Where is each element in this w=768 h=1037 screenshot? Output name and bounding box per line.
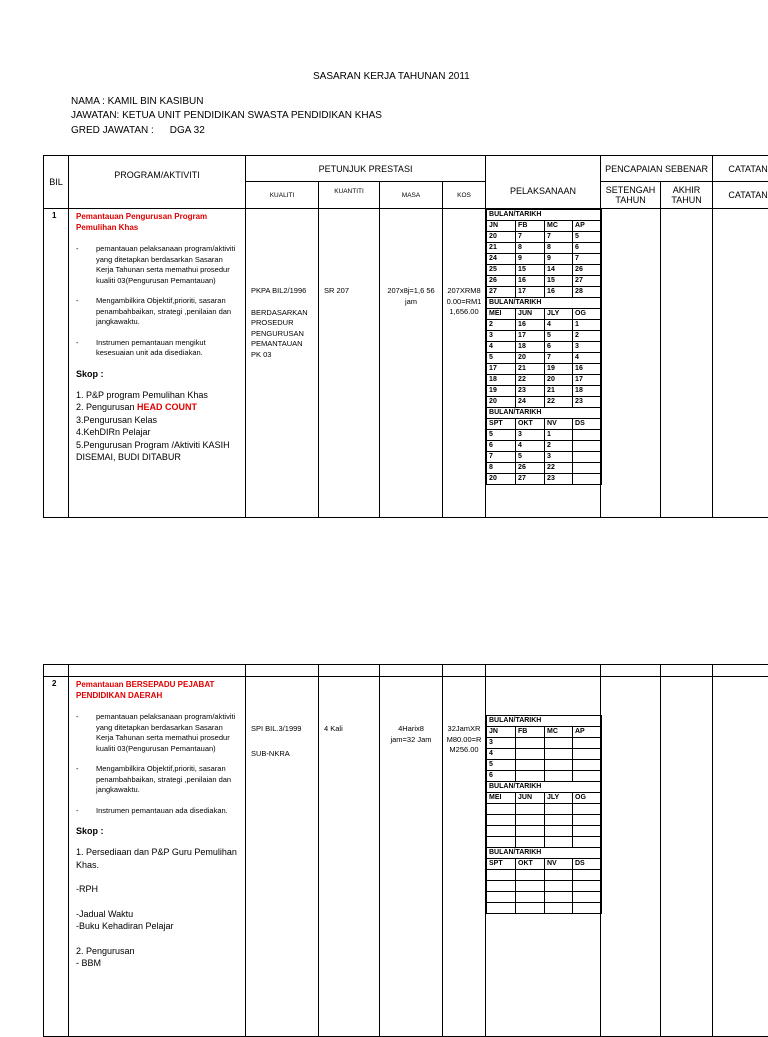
month-header: JLY <box>545 793 573 804</box>
date-cell <box>516 771 545 782</box>
month-header: JLY <box>545 309 573 320</box>
date-cell: 21 <box>545 386 573 397</box>
date-cell: 24 <box>516 397 545 408</box>
date-cell <box>516 804 545 815</box>
date-cell <box>487 903 516 914</box>
month-header: MC <box>545 221 573 232</box>
gred-line <box>71 125 205 136</box>
date-cell: 27 <box>516 474 545 485</box>
kualiti-desc: BERDASARKAN PROSEDUR PENGURUSAN PEMANTAUAN PK 03 <box>246 308 318 361</box>
date-cell: 5 <box>487 353 516 364</box>
kuantiti-value: SR 207 <box>319 286 379 297</box>
date-cell: 4 <box>487 342 516 353</box>
kuantiti-value: 4 Kali <box>319 724 379 735</box>
date-cell: 26 <box>516 463 545 474</box>
date-cell <box>516 826 545 837</box>
masa-value: 4Harix8 jam=32 Jam <box>380 724 442 745</box>
month-header: JUN <box>516 309 545 320</box>
date-cell: 16 <box>516 276 545 287</box>
date-cell <box>573 474 602 485</box>
date-cell <box>573 881 602 892</box>
kos-value: 207XRM8 0.00=RM1 1,656.00 <box>443 286 485 318</box>
program-cell <box>69 209 246 518</box>
date-cell <box>516 837 545 848</box>
date-cell <box>545 760 573 771</box>
date-cell: 1 <box>545 430 573 441</box>
month-header: NV <box>545 859 573 870</box>
date-cell <box>573 760 602 771</box>
month-header: OKT <box>516 859 545 870</box>
gred-value: DGA 32 <box>170 125 205 136</box>
program-title: Pemantauan BERSEPADU PEJABAT PENDIDIKAN DAERAH <box>73 679 239 701</box>
header-setengah-tahun: SETENGAH TAHUN <box>601 182 661 209</box>
month-header: JN <box>487 221 516 232</box>
date-cell: 20 <box>487 232 516 243</box>
date-cell <box>516 892 545 903</box>
date-cell: 6 <box>487 771 516 782</box>
date-cell: 5 <box>573 232 602 243</box>
date-cell: 20 <box>545 375 573 386</box>
date-cell: 3 <box>545 452 573 463</box>
header-pencapaian: PENCAPAIAN SEBENAR <box>601 156 713 182</box>
date-cell <box>573 749 602 760</box>
date-cell <box>545 738 573 749</box>
bulan-tarikh-label: BULAN/TARIKH <box>487 848 602 859</box>
date-cell <box>573 430 602 441</box>
gred-label: GRED JAWATAN : <box>71 125 154 136</box>
pelaksanaan-table <box>486 209 602 485</box>
date-cell <box>545 903 573 914</box>
skt-table-2 <box>43 664 768 1037</box>
month-header: DS <box>573 859 602 870</box>
month-header: JUN <box>516 793 545 804</box>
program-bullet: - pemantauan pelaksanaan program/aktiviti yang ditetapkan berdasarkan Sasaran Kerja Tahunan serta memathui prosedur kualiti 03(Pengurusan Pemantauan) <box>73 244 239 286</box>
jawatan-line: JAWATAN: KETUA UNIT PENDIDIKAN SWASTA PENDIDIKAN KHAS <box>71 110 382 121</box>
date-cell: 2 <box>487 320 516 331</box>
date-cell <box>545 881 573 892</box>
setengah-tahun-cell <box>601 677 661 1037</box>
date-cell: 17 <box>516 331 545 342</box>
date-cell: 23 <box>516 386 545 397</box>
skop-item: - BBM <box>73 957 239 970</box>
date-cell: 9 <box>545 254 573 265</box>
month-header: MEI <box>487 793 516 804</box>
date-cell <box>573 771 602 782</box>
date-cell <box>545 804 573 815</box>
date-cell: 5 <box>516 452 545 463</box>
month-header: SPT <box>487 859 516 870</box>
date-cell <box>573 903 602 914</box>
kualiti-desc: SUB-NKRA <box>246 749 318 760</box>
date-cell <box>516 749 545 760</box>
date-cell <box>487 881 516 892</box>
masa-cell <box>380 677 443 1037</box>
kualiti-cell <box>246 677 319 1037</box>
skop-item: 1. P&P program Pemulihan Khas <box>73 389 239 402</box>
date-cell <box>487 826 516 837</box>
skop-label: Skop : <box>76 369 239 379</box>
bulan-tarikh-label: BULAN/TARIKH <box>487 408 602 419</box>
date-cell <box>516 881 545 892</box>
month-header: FB <box>516 727 545 738</box>
skt-table-1 <box>43 155 768 518</box>
date-cell <box>545 749 573 760</box>
skop-item: 3.Pengurusan Kelas <box>73 414 239 427</box>
month-header: DS <box>573 419 602 430</box>
date-cell: 21 <box>487 243 516 254</box>
date-cell: 3 <box>573 342 602 353</box>
date-cell <box>487 837 516 848</box>
pelaksanaan-cell <box>486 677 601 1037</box>
kos-cell <box>443 677 486 1037</box>
date-cell: 6 <box>487 441 516 452</box>
month-header: MC <box>545 727 573 738</box>
header-program: PROGRAM/AKTIVITI <box>69 156 246 209</box>
date-cell: 3 <box>516 430 545 441</box>
date-cell <box>573 463 602 474</box>
date-cell: 4 <box>545 320 573 331</box>
skop-item: 5.Pengurusan Program /Aktiviti KASIH DISEMAI, BUDI DITABUR <box>73 439 239 464</box>
date-cell <box>545 837 573 848</box>
date-cell: 5 <box>487 760 516 771</box>
header-kos: KOS <box>443 182 486 209</box>
date-cell <box>545 815 573 826</box>
program-cell <box>69 677 246 1037</box>
date-cell: 27 <box>487 287 516 298</box>
kos-cell <box>443 209 486 518</box>
header-catatan-sub: CATATAN <box>713 182 768 209</box>
date-cell: 22 <box>545 397 573 408</box>
kualiti-ref: SPI BIL.3/1999 <box>246 724 318 735</box>
bil-cell <box>44 677 69 1037</box>
head-count-highlight: HEAD COUNT <box>137 402 197 412</box>
date-cell <box>487 815 516 826</box>
header-akhir-tahun: AKHIR TAHUN <box>661 182 713 209</box>
date-cell: 6 <box>545 342 573 353</box>
date-cell: 8 <box>545 243 573 254</box>
date-cell: 18 <box>487 375 516 386</box>
month-header: OG <box>573 309 602 320</box>
masa-cell <box>380 209 443 518</box>
bil-number: 2 <box>44 677 68 688</box>
setengah-tahun-cell <box>601 209 661 518</box>
date-cell: 16 <box>516 320 545 331</box>
date-cell: 6 <box>573 243 602 254</box>
date-cell: 16 <box>573 364 602 375</box>
program-bullet: - Mengambilkira Objektif,prioriti, sasaran penambahbaikan, strategi ,penilaian dan jangkawaktu. <box>73 764 239 796</box>
kualiti-cell <box>246 209 319 518</box>
date-cell: 5 <box>487 430 516 441</box>
date-cell: 23 <box>573 397 602 408</box>
date-cell: 9 <box>516 254 545 265</box>
date-cell: 7 <box>487 452 516 463</box>
month-header: OG <box>573 793 602 804</box>
date-cell: 28 <box>573 287 602 298</box>
date-cell: 18 <box>516 342 545 353</box>
date-cell: 19 <box>487 386 516 397</box>
date-cell <box>573 441 602 452</box>
masa-value: 207x8j=1,6 56 jam <box>380 286 442 307</box>
date-cell <box>573 826 602 837</box>
date-cell: 3 <box>487 331 516 342</box>
header-kuantiti: KUANTITI <box>319 182 380 209</box>
date-cell <box>573 815 602 826</box>
program-bullet: - pemantauan pelaksanaan program/aktiviti yang ditetapkan berdasarkan Sasaran Kerja Tahunan serta memathui prosedur kualiti 03(Pengurusan Pemantauan) <box>73 712 239 754</box>
date-cell: 26 <box>487 276 516 287</box>
pelaksanaan-table <box>486 715 602 914</box>
month-header: AP <box>573 727 602 738</box>
month-header: AP <box>573 221 602 232</box>
kualiti-ref: PKPA BIL2/1996 <box>246 286 318 297</box>
month-header: SPT <box>487 419 516 430</box>
date-cell: 20 <box>487 397 516 408</box>
catatan-cell <box>713 677 768 1037</box>
date-cell: 20 <box>487 474 516 485</box>
date-cell: 22 <box>516 375 545 386</box>
date-cell <box>487 892 516 903</box>
date-cell: 24 <box>487 254 516 265</box>
date-cell <box>545 771 573 782</box>
kuantiti-cell <box>319 677 380 1037</box>
date-cell: 16 <box>545 287 573 298</box>
date-cell <box>516 870 545 881</box>
akhir-tahun-cell <box>661 677 713 1037</box>
date-cell <box>573 870 602 881</box>
month-header: OKT <box>516 419 545 430</box>
date-cell: 7 <box>516 232 545 243</box>
skop-item: 2. Pengurusan HEAD COUNT <box>73 401 239 414</box>
bil-number: 1 <box>44 209 68 220</box>
date-cell: 17 <box>487 364 516 375</box>
date-cell <box>516 738 545 749</box>
header-pelaksanaan: PELAKSANAAN <box>486 156 601 209</box>
date-cell: 14 <box>545 265 573 276</box>
date-cell <box>545 826 573 837</box>
document-title: SASARAN KERJA TAHUNAN 2011 <box>313 71 470 82</box>
date-cell: 27 <box>573 276 602 287</box>
date-cell: 8 <box>487 463 516 474</box>
header-kualiti: KUALITI <box>246 182 319 209</box>
skop-item: 4.KehDIRn Pelajar <box>73 426 239 439</box>
date-cell: 3 <box>487 738 516 749</box>
date-cell: 23 <box>545 474 573 485</box>
skop-item: -RPH <box>73 883 239 896</box>
pelaksanaan-cell <box>486 209 601 518</box>
date-cell: 15 <box>545 276 573 287</box>
date-cell: 4 <box>516 441 545 452</box>
date-cell: 2 <box>545 441 573 452</box>
akhir-tahun-cell <box>661 209 713 518</box>
bulan-tarikh-label: BULAN/TARIKH <box>487 210 602 221</box>
date-cell <box>545 870 573 881</box>
skop-item: -Buku Kehadiran Pelajar <box>73 920 239 933</box>
date-cell: 22 <box>545 463 573 474</box>
bulan-tarikh-label: BULAN/TARIKH <box>487 298 602 309</box>
month-header: MEI <box>487 309 516 320</box>
header-catatan: CATATAN <box>713 156 768 182</box>
date-cell <box>516 815 545 826</box>
kuantiti-cell <box>319 209 380 518</box>
date-cell <box>573 837 602 848</box>
month-header: JN <box>487 727 516 738</box>
program-bullet: - Instrumen pemantauan mengikut kesesuaian unit ada disediakan. <box>73 338 239 359</box>
date-cell: 19 <box>545 364 573 375</box>
date-cell: 7 <box>545 232 573 243</box>
nama-line: NAMA : KAMIL BIN KASIBUN <box>71 96 203 107</box>
date-cell: 20 <box>516 353 545 364</box>
skop-item: -Jadual Waktu <box>73 908 239 921</box>
date-cell <box>573 452 602 463</box>
program-bullet: - Instrumen pemantauan ada disediakan. <box>73 806 239 817</box>
date-cell: 5 <box>545 331 573 342</box>
date-cell: 18 <box>573 386 602 397</box>
date-cell: 4 <box>487 749 516 760</box>
program-bullet: - Mengambilkira Objektif,prioriti, sasaran penambahbaikan, strategi ,penilaian dan jangkawaktu. <box>73 296 239 328</box>
date-cell <box>573 892 602 903</box>
header-petunjuk-prestasi: PETUNJUK PRESTASI <box>246 156 486 182</box>
kos-value: 32JamXR M80.00=R M256.00 <box>443 724 485 756</box>
date-cell <box>573 738 602 749</box>
date-cell: 15 <box>516 265 545 276</box>
date-cell <box>545 892 573 903</box>
date-cell: 4 <box>573 353 602 364</box>
catatan-cell <box>713 209 768 518</box>
month-header: NV <box>545 419 573 430</box>
skop-label: Skop : <box>76 826 239 836</box>
bil-cell <box>44 209 69 518</box>
date-cell <box>487 804 516 815</box>
date-cell: 1 <box>573 320 602 331</box>
bulan-tarikh-label: BULAN/TARIKH <box>487 782 602 793</box>
skop-item: 2. Pengurusan <box>73 945 239 958</box>
date-cell <box>516 760 545 771</box>
date-cell <box>487 870 516 881</box>
date-cell: 17 <box>516 287 545 298</box>
bulan-tarikh-label: BULAN/TARIKH <box>487 716 602 727</box>
date-cell: 25 <box>487 265 516 276</box>
date-cell: 21 <box>516 364 545 375</box>
date-cell: 2 <box>573 331 602 342</box>
header-bil: BIL <box>44 156 69 209</box>
date-cell <box>573 804 602 815</box>
header-masa: MASA <box>380 182 443 209</box>
skop-item: 1. Persediaan dan P&P Guru Pemulihan Khas. <box>73 846 239 871</box>
date-cell: 8 <box>516 243 545 254</box>
month-header: FB <box>516 221 545 232</box>
date-cell <box>516 903 545 914</box>
date-cell: 7 <box>573 254 602 265</box>
program-title: Pemantauan Pengurusan Program Pemulihan Khas <box>73 211 239 233</box>
date-cell: 17 <box>573 375 602 386</box>
date-cell: 26 <box>573 265 602 276</box>
date-cell: 7 <box>545 353 573 364</box>
